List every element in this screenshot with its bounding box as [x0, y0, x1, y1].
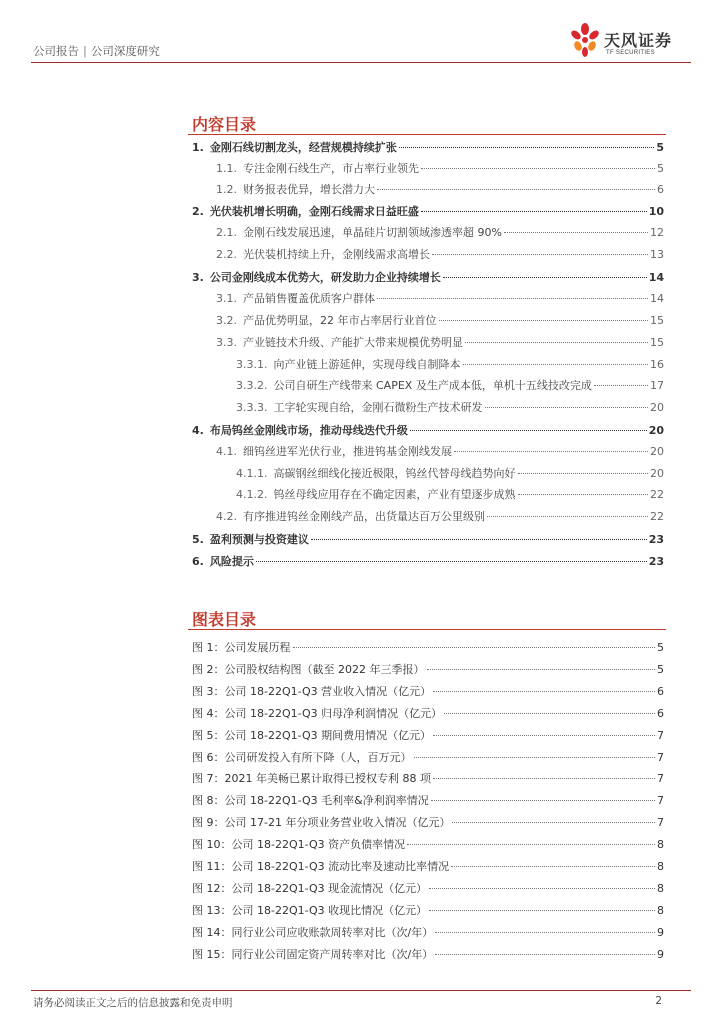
figure-entry-page: 7	[657, 794, 664, 807]
figure-entry-title: 公司 18-22Q1-Q3 期间费用情况（亿元）	[224, 729, 432, 742]
figure-leader-dots	[407, 844, 655, 845]
figure-entry[interactable]	[192, 793, 664, 809]
toc-leader-dots	[465, 342, 648, 343]
toc-entry-page: 5	[656, 141, 664, 154]
toc-entry-page: 23	[648, 555, 664, 568]
figure-leader-dots	[433, 691, 655, 692]
figure-entry-label: 图 7：	[192, 772, 225, 785]
figure-entry-label: 图 11：	[192, 860, 232, 873]
toc-entry[interactable]	[192, 204, 664, 220]
figure-entry[interactable]	[192, 881, 664, 897]
toc-entry[interactable]	[236, 466, 664, 482]
toc-entry[interactable]	[236, 400, 664, 416]
toc-leader-dots	[518, 473, 649, 474]
figure-entry[interactable]	[192, 684, 664, 700]
page-number: 2	[655, 995, 662, 1007]
toc-entry-title: 产品销售覆盖优质客户群体	[243, 292, 375, 305]
figure-entry-title: 公司 18-22Q1-Q3 现金流情况（亿元）	[231, 882, 428, 895]
figure-entry-page: 8	[657, 838, 664, 851]
toc-entry-number: 2.2.	[216, 248, 237, 261]
figure-entry-label: 图 2：	[192, 663, 225, 676]
toc-entry-page: 13	[650, 248, 664, 261]
contents-title: 内容目录	[192, 115, 257, 134]
figure-entry-label: 图 5：	[192, 729, 225, 742]
figure-entry-label: 图 8：	[192, 794, 225, 807]
toc-entry[interactable]	[236, 378, 664, 394]
toc-entry-title: 光伏装机持续上升，金刚线需求高增长	[243, 248, 430, 261]
toc-entry-title: 公司自研生产线带来 CAPEX 及生产成本低，单机十五线技改完成	[273, 379, 592, 392]
figure-leader-dots	[451, 866, 655, 867]
toc-entry-page: 22	[650, 488, 664, 501]
toc-leader-dots	[487, 516, 648, 517]
toc-entry[interactable]	[192, 270, 664, 286]
figure-entry-page: 9	[657, 948, 664, 961]
toc-entry-page: 17	[650, 379, 664, 392]
logo-chinese-name: 天风证券	[604, 31, 673, 50]
figure-entry-title: 公司 18-22Q1-Q3 资产负债率情况	[231, 838, 406, 851]
toc-entry-number: 3.2.	[216, 314, 237, 327]
toc-entry-title: 布局钨丝金刚线市场，推动母线迭代升级	[209, 424, 408, 437]
toc-leader-dots	[377, 189, 655, 190]
figure-entry[interactable]	[192, 706, 664, 722]
toc-leader-dots	[410, 430, 647, 431]
figure-leader-dots	[431, 800, 655, 801]
report-subtype: 公司深度研究	[90, 44, 160, 58]
toc-entry-number: 3.3.1.	[236, 358, 268, 371]
toc-entry-page: 20	[648, 424, 664, 437]
figure-leader-dots	[435, 954, 655, 955]
figure-entry-title: 同行业公司应收账款周转率对比（次/年）	[231, 926, 434, 939]
toc-entry-number: 2.1.	[216, 226, 237, 239]
figure-entry[interactable]	[192, 859, 664, 875]
toc-entry-number: 4.2.	[216, 510, 237, 523]
toc-entry-page: 23	[648, 533, 664, 546]
figures-title-rule	[188, 629, 666, 630]
figure-entry[interactable]	[192, 815, 664, 831]
logo-mark-icon	[568, 22, 602, 60]
figure-leader-dots	[293, 647, 656, 648]
toc-entry[interactable]	[192, 423, 664, 439]
toc-entry-number: 4.1.2.	[236, 488, 268, 501]
toc-entry-number: 3.1.	[216, 292, 237, 305]
toc-leader-dots	[463, 364, 649, 365]
toc-entry-number: 5.	[192, 533, 204, 546]
toc-entry[interactable]	[216, 444, 664, 460]
toc-entry-page: 5	[657, 162, 664, 175]
figure-entry-label: 图 3：	[192, 685, 225, 698]
footer-disclaimer: 请务必阅读正文之后的信息披露和免责申明	[33, 997, 233, 1009]
toc-leader-dots	[485, 407, 649, 408]
toc-entry[interactable]	[192, 140, 664, 156]
figure-leader-dots	[429, 910, 655, 911]
toc-entry[interactable]	[236, 487, 664, 503]
figure-entry-label: 图 12：	[192, 882, 232, 895]
toc-entry[interactable]	[192, 554, 664, 570]
figure-entry-label: 图 13：	[192, 904, 232, 917]
toc-entry-title: 金刚石线切割龙头，经营规模持续扩张	[209, 141, 397, 154]
figure-leader-dots	[433, 735, 655, 736]
figure-entry-label: 图 10：	[192, 838, 232, 851]
toc-entry[interactable]	[216, 247, 664, 263]
figure-entry-title: 公司发展历程	[224, 641, 291, 654]
toc-entry-page: 20	[650, 401, 664, 414]
figure-entry-label: 图 14：	[192, 926, 232, 939]
toc-entry-title: 高碳钢丝细线化接近极限，钨丝代替母线趋势向好	[273, 467, 516, 480]
figure-entry[interactable]	[192, 903, 664, 919]
figure-entry-page: 8	[657, 904, 664, 917]
toc-entry-page: 20	[650, 445, 664, 458]
toc-entry-number: 3.	[192, 271, 204, 284]
figures-title: 图表目录	[192, 610, 257, 629]
figure-entry[interactable]	[192, 771, 664, 787]
toc-entry-number: 6.	[192, 555, 204, 568]
toc-entry-number: 3.3.3.	[236, 401, 268, 414]
figure-entry-page: 5	[657, 663, 664, 676]
toc-entry-page: 22	[650, 510, 664, 523]
toc-leader-dots	[399, 147, 655, 148]
company-logo	[568, 22, 692, 62]
figure-leader-dots	[444, 713, 655, 714]
toc-entry-title: 光伏装机增长明确，金刚石线需求日益旺盛	[209, 205, 419, 218]
figure-entry[interactable]	[192, 750, 664, 766]
toc-entry-title: 有序推进钨丝金刚线产品，出货量达百万公里级别	[243, 510, 485, 523]
figure-entry-title: 同行业公司固定资产周转率对比（次/年）	[231, 948, 434, 961]
toc-entry-number: 4.1.	[216, 445, 237, 458]
toc-entry-page: 16	[650, 358, 664, 371]
figure-leader-dots	[433, 778, 655, 779]
toc-entry-title: 产业链技术升级、产能扩大带来规模优势明显	[243, 336, 463, 349]
toc-leader-dots	[504, 232, 648, 233]
toc-leader-dots	[518, 494, 649, 495]
figure-entry[interactable]	[192, 728, 664, 744]
toc-entry-title: 专注金刚石线生产，市占率行业领先	[243, 162, 419, 175]
figure-entry-label: 图 1：	[192, 641, 225, 654]
toc-entry-title: 工字轮实现自给，金刚石微粉生产技术研发	[273, 401, 483, 414]
figure-entry-title: 公司 18-22Q1-Q3 收现比情况（亿元）	[231, 904, 428, 917]
toc-entry[interactable]	[192, 532, 664, 548]
toc-entry-page: 15	[650, 336, 664, 349]
figure-entry-label: 图 9：	[192, 816, 225, 829]
figure-entry-title: 公司 17-21 年分项业务营业收入情况（亿元）	[224, 816, 451, 829]
toc-entry-number: 2.	[192, 205, 204, 218]
figure-leader-dots	[427, 669, 656, 670]
figure-entry-title: 公司股权结构图（截至 2022 年三季报）	[224, 663, 425, 676]
figure-entry[interactable]	[192, 640, 664, 656]
figure-entry[interactable]	[192, 662, 664, 678]
toc-entry[interactable]	[216, 509, 664, 525]
toc-entry-title: 财务报表优异，增长潜力大	[243, 183, 375, 196]
figure-entry-page: 7	[657, 751, 664, 764]
toc-leader-dots	[443, 277, 647, 278]
figure-entry[interactable]	[192, 837, 664, 853]
toc-entry[interactable]	[216, 313, 664, 329]
toc-entry-number: 1.2.	[216, 183, 237, 196]
figure-entry-label: 图 15：	[192, 948, 232, 961]
figure-entry-page: 7	[657, 816, 664, 829]
toc-entry-page: 20	[650, 467, 664, 480]
report-type: 公司报告	[33, 44, 79, 58]
figure-entry-page: 8	[657, 860, 664, 873]
toc-leader-dots	[439, 320, 649, 321]
figure-entry-label: 图 6：	[192, 751, 225, 764]
toc-entry-number: 4.1.1.	[236, 467, 268, 480]
toc-entry-title: 公司金刚线成本优势大，研发助力企业持续增长	[209, 271, 441, 284]
footer-divider	[31, 990, 691, 991]
logo-english-name: TF SECURITIES	[606, 50, 655, 56]
figure-entry-page: 5	[657, 641, 664, 654]
toc-entry-page: 14	[650, 292, 664, 305]
figure-entry-title: 2021 年美畅已累计取得已授权专利 88 项	[224, 772, 431, 785]
toc-entry-number: 4.	[192, 424, 204, 437]
figure-entry[interactable]	[192, 925, 664, 941]
figure-entry-page: 8	[657, 882, 664, 895]
figure-entry-title: 公司 18-22Q1-Q3 毛利率&净利润率情况	[224, 794, 429, 807]
toc-entry-title: 细钨丝进军光伏行业，推进钨基金刚线发展	[243, 445, 452, 458]
toc-entry[interactable]	[216, 335, 664, 351]
figure-leader-dots	[414, 757, 656, 758]
header-separator: |	[83, 44, 87, 58]
toc-entry-title: 产品优势明显，22 年市占率居行业首位	[243, 314, 437, 327]
figure-entry-page: 6	[657, 707, 664, 720]
toc-entry-title: 风险提示	[209, 555, 254, 568]
toc-leader-dots	[377, 298, 648, 299]
report-category	[33, 43, 160, 59]
figure-entry-page: 6	[657, 685, 664, 698]
toc-entry-page: 15	[650, 314, 664, 327]
toc-entry-page: 12	[650, 226, 664, 239]
figure-entry-page: 7	[657, 772, 664, 785]
figure-leader-dots	[452, 822, 655, 823]
toc-leader-dots	[454, 451, 648, 452]
figure-entry-page: 7	[657, 729, 664, 742]
toc-leader-dots	[432, 254, 648, 255]
toc-leader-dots	[594, 385, 648, 386]
toc-entry-number: 3.3.2.	[236, 379, 268, 392]
toc-entry-title: 盈利预测与投资建议	[209, 533, 309, 546]
toc-entry[interactable]	[236, 357, 664, 373]
toc-entry-title: 钨丝母线应用存在不确定因素，产业有望逐步成熟	[273, 488, 516, 501]
toc-entry-title: 金刚石线发展迅速，单晶硅片切割领域渗透率超 90%	[243, 226, 502, 239]
contents-title-rule	[188, 134, 666, 135]
figure-entry-page: 9	[657, 926, 664, 939]
toc-entry[interactable]	[216, 161, 664, 177]
figure-entry-label: 图 4：	[192, 707, 225, 720]
toc-leader-dots	[421, 211, 647, 212]
toc-leader-dots	[421, 168, 655, 169]
toc-entry[interactable]	[216, 291, 664, 307]
figure-entry-title: 公司研发投入有所下降（人，百万元）	[224, 751, 412, 764]
figure-entry-title: 公司 18-22Q1-Q3 归母净利润情况（亿元）	[224, 707, 443, 720]
toc-entry-page: 6	[657, 183, 664, 196]
header-divider	[31, 62, 691, 63]
toc-leader-dots	[311, 539, 647, 540]
figure-leader-dots	[429, 888, 655, 889]
toc-entry-number: 1.	[192, 141, 204, 154]
toc-entry-number: 1.1.	[216, 162, 237, 175]
figure-entry[interactable]	[192, 947, 664, 963]
toc-entry-number: 3.3.	[216, 336, 237, 349]
figure-entry-title: 公司 18-22Q1-Q3 流动比率及速动比率情况	[231, 860, 450, 873]
figure-entry-title: 公司 18-22Q1-Q3 营业收入情况（亿元）	[224, 685, 432, 698]
toc-leader-dots	[256, 561, 647, 562]
figure-leader-dots	[435, 932, 655, 933]
toc-entry-page: 10	[648, 205, 664, 218]
toc-entry[interactable]	[216, 225, 664, 241]
toc-entry[interactable]	[216, 182, 664, 198]
toc-entry-title: 向产业链上游延伸，实现母线自制降本	[273, 358, 461, 371]
toc-entry-page: 14	[648, 271, 664, 284]
